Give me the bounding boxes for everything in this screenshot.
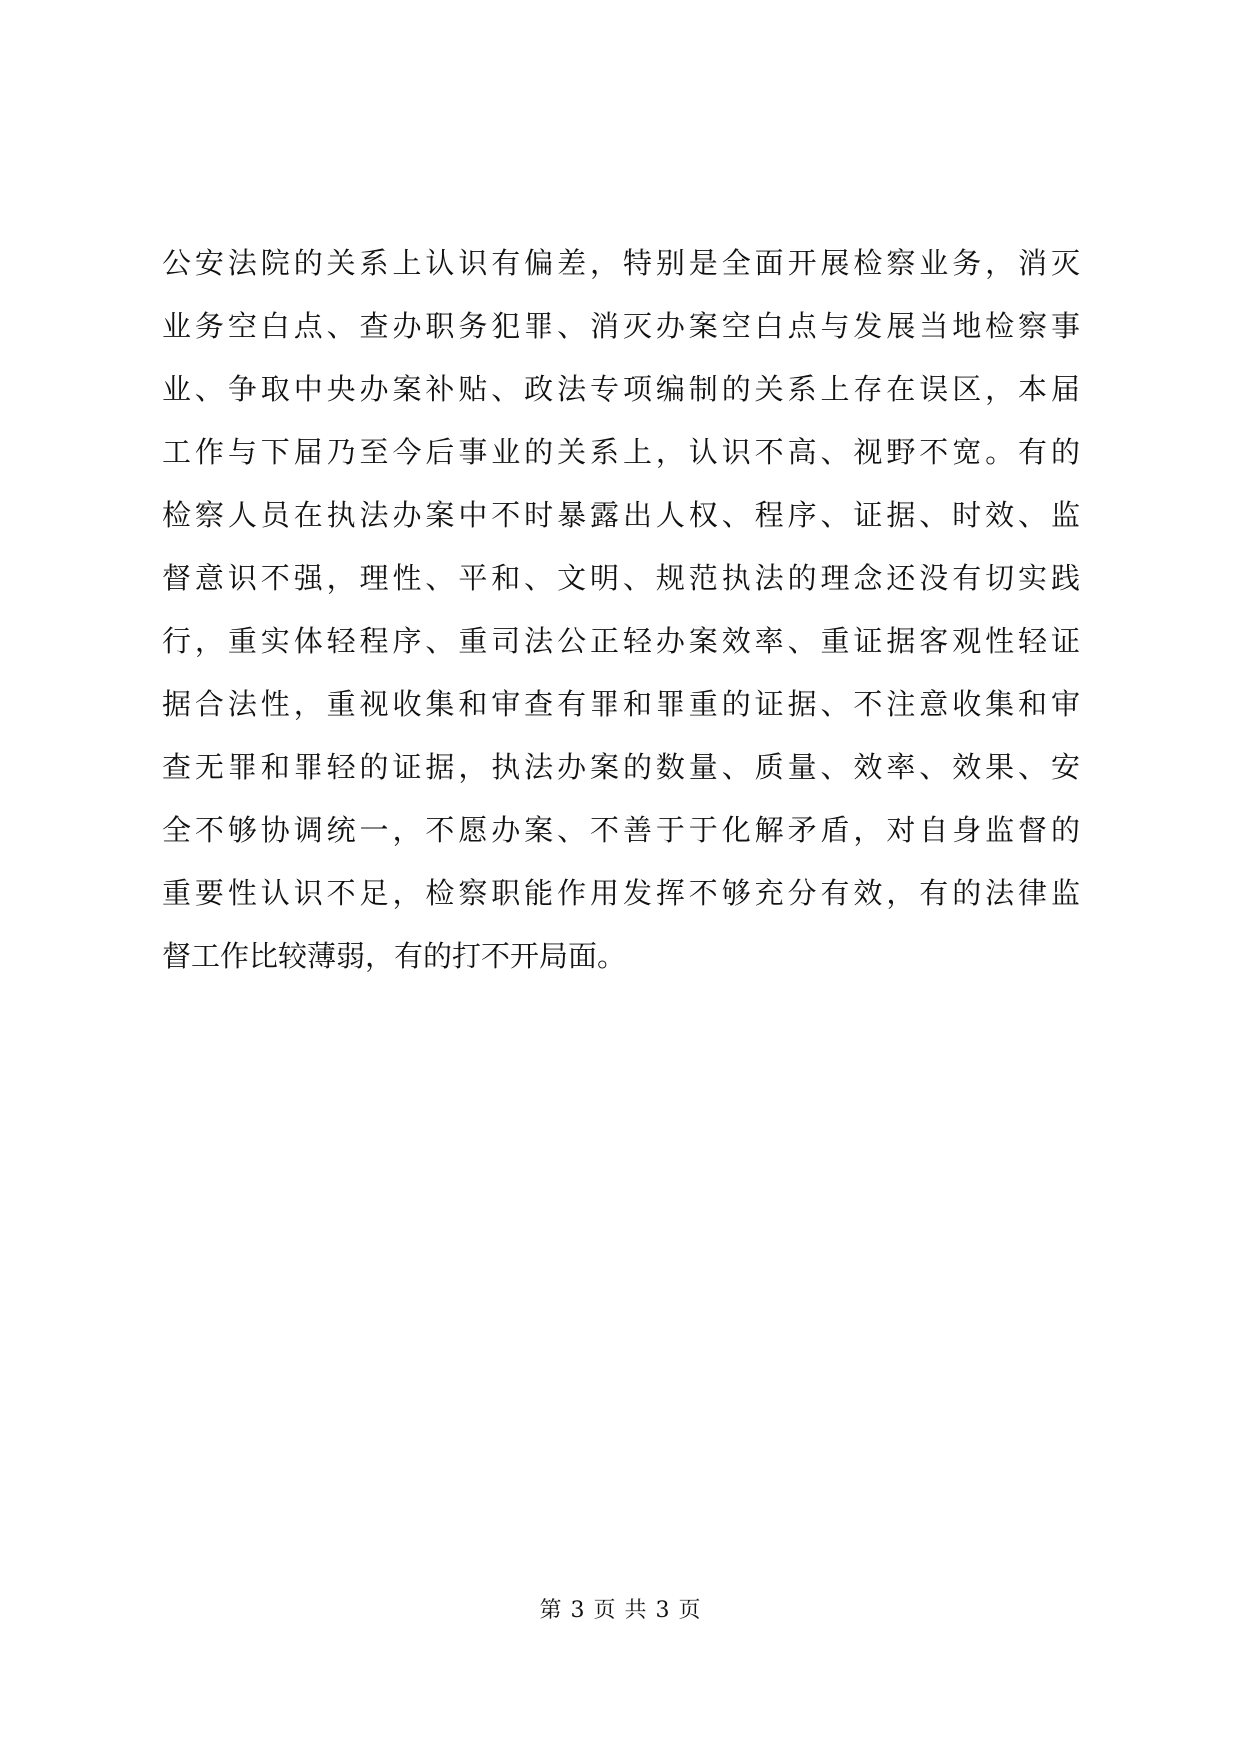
paragraph-line: 督意识不强，理性、平和、文明、规范执法的理念还没有切实践 <box>162 561 1080 595</box>
paragraph-line: 检察人员在执法办案中不时暴露出人权、程序、证据、时效、监 <box>162 498 1080 532</box>
paragraph-line: 业务空白点、查办职务犯罪、消灭办案空白点与发展当地检察事 <box>162 309 1080 343</box>
body-paragraph <box>162 232 1080 988</box>
paragraph-line: 查无罪和罪轻的证据，执法办案的数量、质量、效率、效果、安 <box>162 750 1080 784</box>
paragraph-line: 全不够协调统一，不愿办案、不善于于化解矛盾，对自身监督的 <box>162 813 1080 847</box>
paragraph-line: 工作与下届乃至今后事业的关系上，认识不高、视野不宽。有的 <box>162 435 1080 469</box>
paragraph-line: 重要性认识不足，检察职能作用发挥不够充分有效，有的法律监 <box>162 876 1080 910</box>
paragraph-line: 据合法性，重视收集和审查有罪和罪重的证据、不注意收集和审 <box>162 687 1080 721</box>
paragraph-line-last: 督工作比较薄弱，有的打不开局面。 <box>162 939 627 973</box>
paragraph-line: 行，重实体轻程序、重司法公正轻办案效率、重证据客观性轻证 <box>162 624 1080 658</box>
page-number-footer: 第 3 页 共 3 页 <box>539 1598 702 1623</box>
paragraph-line: 公安法院的关系上认识有偏差，特别是全面开展检察业务，消灭 <box>162 246 1080 280</box>
paragraph-line: 业、争取中央办案补贴、政法专项编制的关系上存在误区，本届 <box>162 372 1080 406</box>
